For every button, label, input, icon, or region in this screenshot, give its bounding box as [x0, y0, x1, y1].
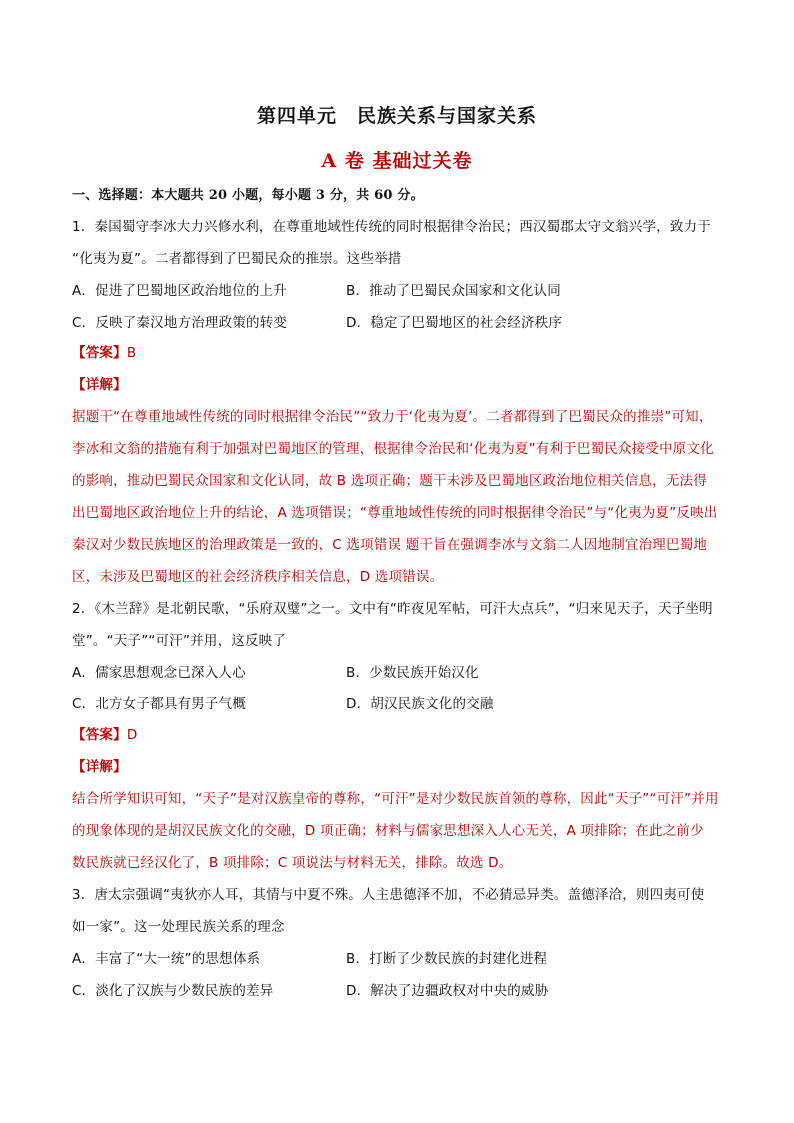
- section-heading: 一、选择题：本大题共 20 小题，每小题 3 分，共 60 分。: [72, 188, 424, 203]
- answer-value: D: [126, 727, 138, 743]
- page-title: 第四单元 民族关系与国家关系: [256, 105, 537, 127]
- q2-detail-line: 数民族就已经汉化了，B 项排除；C 项说法与材料无关，排除。故选 D。: [72, 855, 513, 871]
- q3-option-d: D．解决了边疆政权对中央的威胁: [346, 983, 549, 999]
- page-subtitle: A 卷 基础过关卷: [321, 150, 473, 172]
- q1-answer: [72, 343, 732, 363]
- q2-option-c: C．北方女子都具有男子气概: [72, 696, 247, 712]
- answer-value: B: [126, 345, 137, 361]
- q1-detail-line: 据题干“在尊重地域性传统的同时根据律令治民”“致力于‘化夷为夏’。二者都得到了巴蜀民众的推崇”可知，: [72, 409, 713, 425]
- q3-option-a: A．丰富了“大一统”的思想体系: [72, 951, 261, 967]
- q1-detail-line: 秦汉对少数民族地区的治理政策是一致的，C 选项错误 题干旨在强调李冰与文翁二人因地制宜治理巴蜀地: [72, 537, 708, 553]
- q1-detail-label: 【详解】: [72, 377, 127, 393]
- q1-stem-line-2: “化夷为夏”。二者都得到了巴蜀民众的推崇。这些举措: [72, 251, 402, 267]
- q3-stem-line-1: 3．唐太宗强调“夷狄亦人耳，其情与中夏不殊。人主患德泽不加，不必猜忌异类。盖德泽洽，则四夷可使: [72, 887, 705, 903]
- answer-label: 【答案】: [72, 727, 127, 743]
- q1-detail-line: 李冰和文翁的措施有利于加强对巴蜀地区的管理，根据律令治民和‘化夷为夏”有利于巴蜀民众接受中原文化: [72, 441, 714, 457]
- q2-stem-line-2: 堂”。“天子”“可汗”并用，这反映了: [72, 633, 287, 649]
- q1-option-a: A．促进了巴蜀地区政治地位的上升: [72, 283, 287, 299]
- q1-option-c: C．反映了秦汉地方治理政策的转变: [72, 315, 288, 331]
- q2-option-a: A．儒家思想观念已深入人心: [72, 665, 246, 681]
- q2-detail-line: 结合所学知识可知，“天子”是对汉族皇帝的尊称，“可汗”是对少数民族首领的尊称，因此“天子”“可汗”并用: [72, 791, 719, 807]
- q3-option-b: B．打断了少数民族的封建化进程: [346, 951, 548, 967]
- q2-option-d: D．胡汉民族文化的交融: [346, 696, 494, 712]
- q2-stem-line-1: 2．《木兰辞》是北朝民歌，“乐府双璧”之一。文中有“昨夜见军帖，可汗大点兵”，“归来见天子，天子坐明: [72, 601, 713, 617]
- q1-detail-line: 的影响，推动巴蜀民众国家和文化认同，故 B 选项正确；题干未涉及巴蜀地区政治地位相关信息，无法得: [72, 473, 707, 489]
- q1-option-b: B．推动了巴蜀民众国家和文化认同: [346, 283, 561, 299]
- q2-detail-label: 【详解】: [72, 759, 127, 775]
- answer-label: 【答案】: [72, 345, 127, 361]
- q2-detail-line: 的现象体现的是胡汉民族文化的交融，D 项正确；材料与儒家思想深入人心无关，A 项排除；在此之前少: [72, 823, 704, 839]
- q1-stem-line-1: 1．秦国蜀守李冰大力兴修水利，在尊重地域性传统的同时根据律令治民；西汉蜀郡太守文翁兴学，致力于: [72, 219, 711, 235]
- q1-option-d: D．稳定了巴蜀地区的社会经济秩序: [346, 315, 563, 331]
- q2-answer: [72, 725, 732, 745]
- q2-option-b: B．少数民族开始汉化: [346, 665, 479, 681]
- q1-detail-line: 出巴蜀地区政治地位上升的结论，A 选项错误；“尊重地域性传统的同时根据律令治民”与“化夷为夏”反映出: [72, 505, 718, 521]
- q3-stem-line-2: 如一家”。这一处理民族关系的理念: [72, 919, 285, 935]
- q3-option-c: C．淡化了汉族与少数民族的差异: [72, 983, 274, 999]
- q1-detail-line: 区，未涉及巴蜀地区的社会经济秩序相关信息，D 选项错误。: [72, 569, 444, 585]
